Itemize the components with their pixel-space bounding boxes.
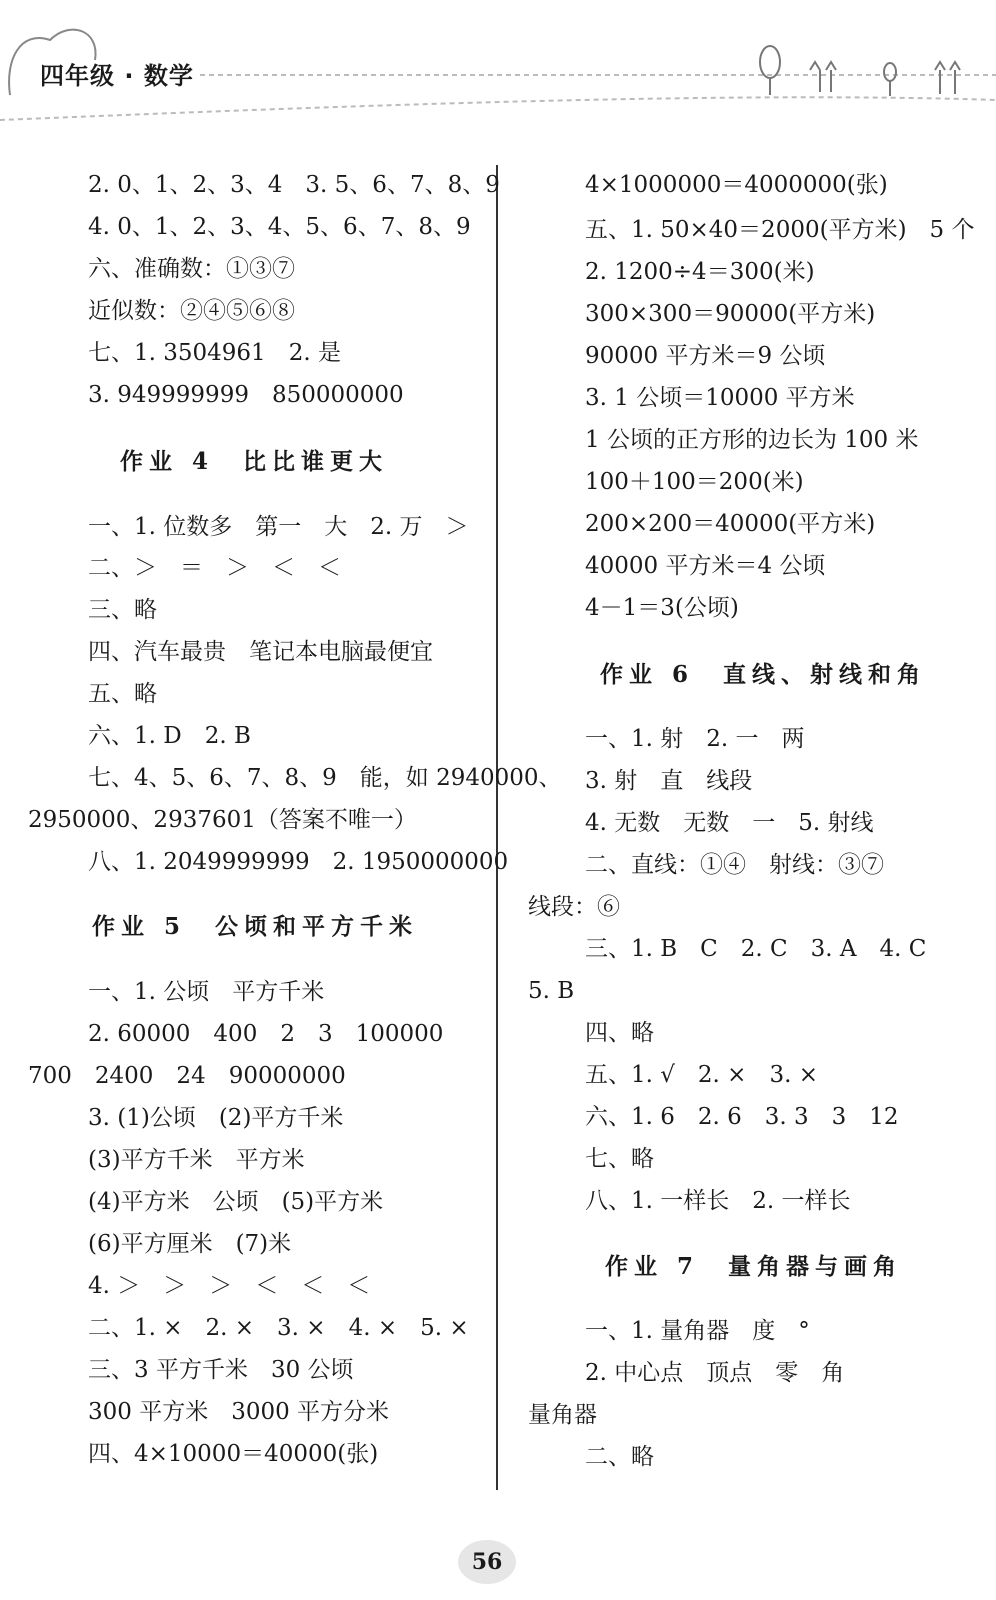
answer-line: 八、1. 2049999999 2. 1950000000 — [88, 849, 509, 875]
answer-line: (3)平方千米 平方米 — [88, 1147, 305, 1173]
answer-line: 3. 射 直 线段 — [585, 768, 753, 794]
answer-line: 量角器 — [528, 1402, 597, 1428]
section-heading: 作业 4 比比谁更大 — [120, 448, 389, 475]
answer-line: 一、1. 公顷 平方千米 — [88, 979, 325, 1005]
page-title: 四年级 · 数学 — [40, 62, 194, 90]
answer-line: 七、1. 3504961 2. 是 — [88, 340, 341, 366]
answer-line: 四、汽车最贵 笔记本电脑最便宜 — [88, 639, 433, 665]
answer-line: 700 2400 24 90000000 — [28, 1063, 346, 1089]
answer-line: 一、1. 量角器 度 ° — [585, 1318, 810, 1344]
answer-line: 200×200＝40000(平方米) — [585, 511, 876, 537]
answer-line: 4. 0、1、2、3、4、5、6、7、8、9 — [88, 214, 471, 240]
answer-line: 三、1. B C 2. C 3. A 4. C — [585, 936, 927, 962]
answer-line: 3. 949999999 850000000 — [88, 382, 404, 408]
answer-line: 五、略 — [88, 681, 157, 707]
page-header — [0, 0, 996, 130]
page-number: 56 — [458, 1540, 516, 1584]
section-heading: 作业 7 量角器与画角 — [605, 1253, 903, 1280]
answer-line: 七、4、5、6、7、8、9 能，如 2940000、 — [88, 765, 562, 791]
answer-line: 二、直线：①④ 射线：③⑦ — [585, 852, 884, 878]
answer-line: 八、1. 一样长 2. 一样长 — [585, 1188, 851, 1214]
answer-line: 二、略 — [585, 1444, 654, 1470]
answer-line: 一、1. 位数多 第一 大 2. 万 ＞ — [88, 514, 469, 540]
answer-line: 3. 1 公顷＝10000 平方米 — [585, 385, 855, 411]
answer-line: 90000 平方米＝9 公顷 — [585, 343, 826, 369]
answer-line: 4×1000000＝4000000(张) — [585, 172, 888, 198]
answer-line: 三、3 平方千米 30 公顷 — [88, 1357, 354, 1383]
answer-line: 二、1. × 2. × 3. × 4. × 5. × — [88, 1315, 469, 1341]
answer-line: 40000 平方米＝4 公顷 — [585, 553, 826, 579]
answer-line: 2. 中心点 顶点 零 角 — [585, 1360, 845, 1386]
section-heading: 作业 6 直线、射线和角 — [600, 661, 927, 688]
answer-line: 4－1＝3(公顷) — [585, 595, 739, 621]
answer-line: 六、准确数：①③⑦ — [88, 256, 295, 282]
answer-line: 五、1. 50×40＝2000(平方米) 5 个 — [585, 217, 975, 243]
answer-line: 四、4×10000＝40000(张) — [88, 1441, 379, 1467]
answer-line: 4. 无数 无数 一 5. 射线 — [585, 810, 874, 836]
answer-line: 二、＞ ＝ ＞ ＜ ＜ — [88, 555, 341, 581]
answer-line: 三、略 — [88, 597, 157, 623]
answer-line: 四、略 — [585, 1020, 654, 1046]
answer-line: 七、略 — [585, 1146, 654, 1172]
answer-line: 2. 0、1、2、3、4 3. 5、6、7、8、9 — [88, 172, 500, 198]
answer-line: 3. (1)公顷 (2)平方千米 — [88, 1105, 344, 1131]
answer-line: 300×300＝90000(平方米) — [585, 301, 876, 327]
answer-line: 100＋100＝200(米) — [585, 469, 804, 495]
column-divider — [496, 165, 498, 1490]
answer-line: 线段：⑥ — [528, 894, 620, 920]
answer-line: 1 公顷的正方形的边长为 100 米 — [585, 427, 919, 453]
plant-decoration-icon — [760, 46, 960, 96]
answer-line: 2950000、2937601（答案不唯一） — [28, 807, 417, 833]
answer-line: 五、1. √ 2. × 3. × — [585, 1062, 818, 1088]
answer-line: (4)平方米 公顷 (5)平方米 — [88, 1189, 384, 1215]
answer-line: 六、1. 6 2. 6 3. 3 3 12 — [585, 1104, 899, 1130]
answer-line: 近似数：②④⑤⑥⑧ — [88, 298, 295, 324]
answer-line: 六、1. D 2. B — [88, 723, 251, 749]
answer-line: 2. 60000 400 2 3 100000 — [88, 1021, 444, 1047]
answer-line: 2. 1200÷4＝300(米) — [585, 259, 815, 285]
answer-line: 一、1. 射 2. 一 两 — [585, 726, 805, 752]
answer-line: 5. B — [528, 978, 575, 1004]
answer-line: 300 平方米 3000 平方分米 — [88, 1399, 390, 1425]
answer-line: 4. ＞ ＞ ＞ ＜ ＜ ＜ — [88, 1273, 371, 1299]
answer-line: (6)平方厘米 (7)米 — [88, 1231, 292, 1257]
section-heading: 作业 5 公顷和平方千米 — [92, 913, 419, 940]
